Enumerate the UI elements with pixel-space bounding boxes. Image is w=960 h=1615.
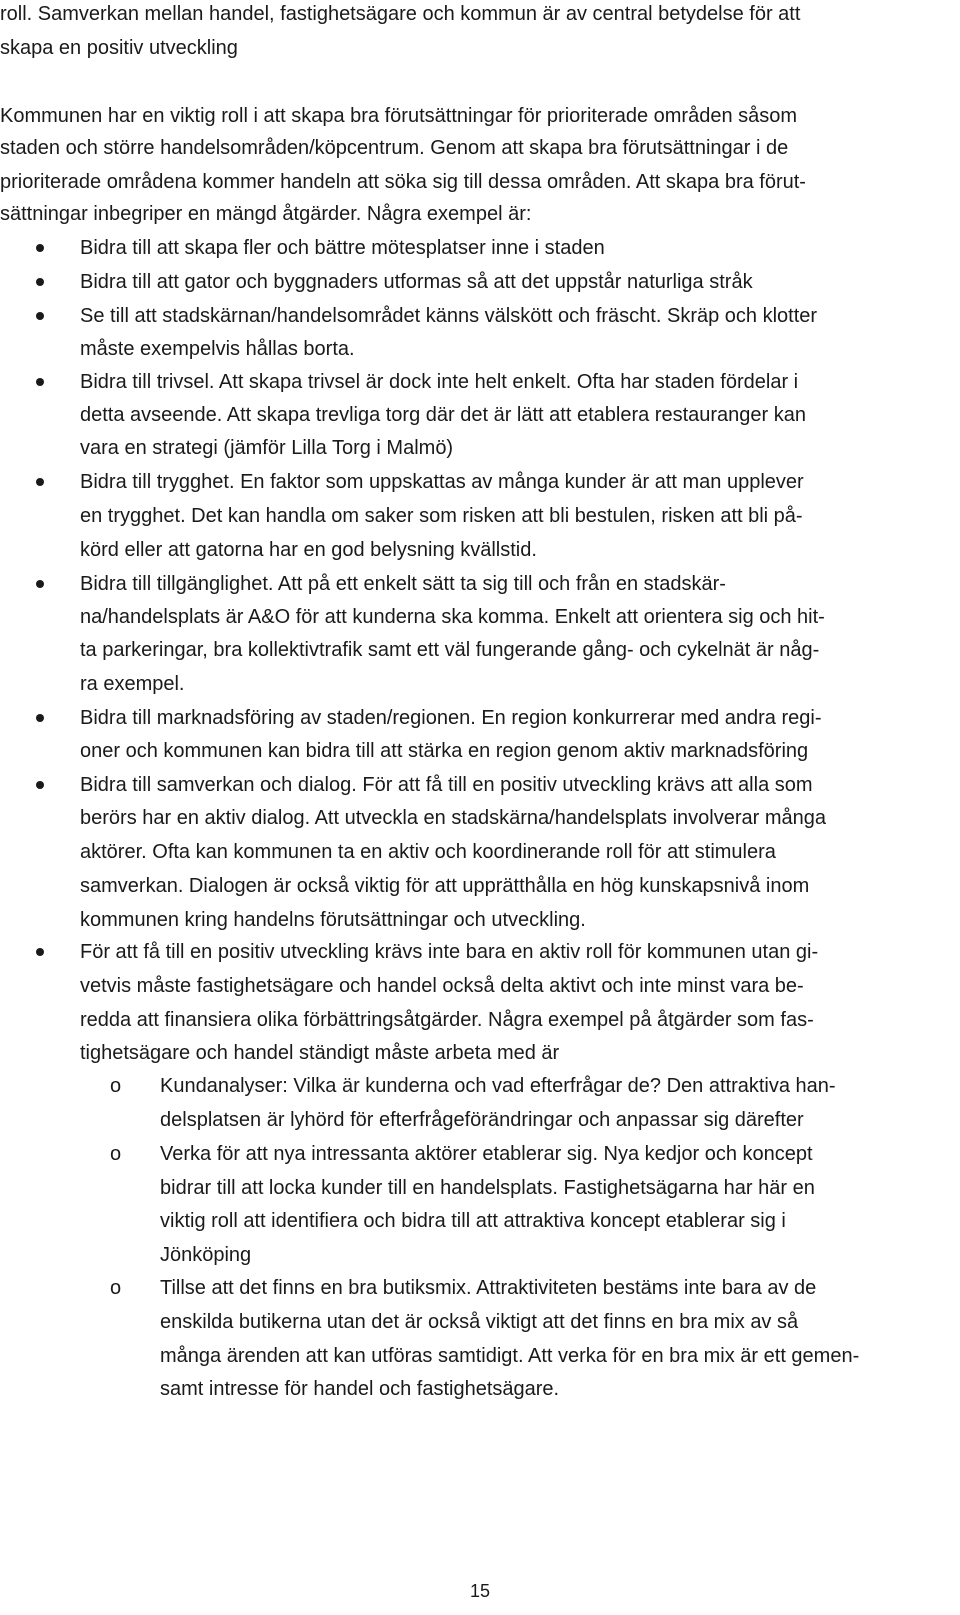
list-item-text: vara en strategi (jämför Lilla Torg i Malmö) bbox=[80, 437, 454, 459]
sub-bullet-marker: o bbox=[110, 1075, 122, 1097]
list-item-text: berörs har en aktiv dialog. Att utveckla en stadskärna/handelsplats involverar många bbox=[80, 807, 826, 829]
list-item-text: tighetsägare och handel ständigt måste arbeta med är bbox=[80, 1042, 560, 1064]
sub-bullet-marker: o bbox=[110, 1277, 122, 1299]
sub-list-item-text: viktig roll att identifiera och bidra till att attraktiva koncept etablerar sig i bbox=[160, 1210, 786, 1232]
text-line: prioriterade områdena kommer handeln att söka sig till dessa områden. Att skapa bra förut- bbox=[0, 171, 806, 193]
list-item-text: Bidra till samverkan och dialog. För att få till en positiv utveckling krävs att alla som bbox=[80, 774, 813, 796]
list-item-text: en trygghet. Det kan handla om saker som risken att bli bestulen, risken att bli på- bbox=[80, 505, 803, 527]
sub-list-item-text: enskilda butikerna utan det är också viktigt att det finns en bra mix av så bbox=[160, 1311, 799, 1333]
bullet-icon bbox=[36, 478, 44, 486]
bullet-icon bbox=[36, 378, 44, 386]
sub-bullet-marker: o bbox=[110, 1143, 122, 1165]
list-item-text: redda att finansiera olika förbättringsåtgärder. Några exempel på åtgärder som fas- bbox=[80, 1009, 814, 1031]
list-item-text: oner och kommunen kan bidra till att stärka en region genom aktiv marknadsföring bbox=[80, 740, 809, 762]
text-line: roll. Samverkan mellan handel, fastighetsägare och kommun är av central betydelse för att bbox=[0, 3, 801, 25]
bullet-icon bbox=[36, 948, 44, 956]
text-line: skapa en positiv utveckling bbox=[0, 37, 238, 59]
list-item-text: Bidra till att skapa fler och bättre mötesplatser inne i staden bbox=[80, 237, 605, 259]
sub-list-item-text: Kundanalyser: Vilka är kunderna och vad efterfrågar de? Den attraktiva han- bbox=[160, 1075, 836, 1097]
text-line: Kommunen har en viktig roll i att skapa bra förutsättningar för prioriterade områden såsom bbox=[0, 105, 798, 127]
list-item-text: Se till att stadskärnan/handelsområdet känns välskött och fräscht. Skräp och klotter bbox=[80, 305, 818, 327]
sub-list-item-text: Tillse att det finns en bra butiksmix. Attraktiviteten bestäms inte bara av de bbox=[160, 1277, 817, 1299]
sub-list-item-text: många ärenden att kan utföras samtidigt. Att verka för en bra mix är ett gemen- bbox=[160, 1345, 860, 1367]
list-item-text: na/handelsplats är A&O för att kunderna ska komma. Enkelt att orientera sig och hit- bbox=[80, 606, 825, 628]
list-item-text: För att få till en positiv utveckling krävs inte bara en aktiv roll för kommunen utan gi- bbox=[80, 941, 819, 963]
sub-list-item-text: delsplatsen är lyhörd för efterfrågeförändringar och anpassar sig därefter bbox=[160, 1109, 804, 1131]
list-item-text: Bidra till marknadsföring av staden/regionen. En region konkurrerar med andra regi- bbox=[80, 707, 822, 729]
sub-list-item-text: bidrar till att locka kunder till en handelsplats. Fastighetsägarna har här en bbox=[160, 1177, 815, 1199]
list-item-text: Bidra till trygghet. En faktor som uppskattas av många kunder är att man upplever bbox=[80, 471, 804, 493]
text-line: staden och större handelsområden/köpcentrum. Genom att skapa bra förutsättningar i de bbox=[0, 137, 789, 159]
list-item-text: samverkan. Dialogen är också viktig för att upprätthålla en hög kunskapsnivå inom bbox=[80, 875, 810, 897]
bullet-icon bbox=[36, 714, 44, 722]
list-item-text: kommunen kring handelns förutsättningar och utveckling. bbox=[80, 909, 586, 931]
list-item-text: Bidra till att gator och byggnaders utformas så att det uppstår naturliga stråk bbox=[80, 271, 753, 293]
list-item-text: ra exempel. bbox=[80, 673, 185, 695]
sub-list-item-text: Verka för att nya intressanta aktörer etablerar sig. Nya kedjor och koncept bbox=[160, 1143, 813, 1165]
sub-list-item-text: Jönköping bbox=[160, 1244, 252, 1266]
text-line: sättningar inbegriper en mängd åtgärder. Några exempel är: bbox=[0, 203, 532, 225]
list-item-text: körd eller att gatorna har en god belysning kvällstid. bbox=[80, 539, 537, 561]
list-item-text: aktörer. Ofta kan kommunen ta en aktiv och koordinerande roll för att stimulera bbox=[80, 841, 776, 863]
bullet-icon bbox=[36, 244, 44, 252]
bullet-icon bbox=[36, 312, 44, 320]
list-item-text: detta avseende. Att skapa trevliga torg där det är lätt att etablera restauranger kan bbox=[80, 404, 806, 426]
list-item-text: ta parkeringar, bra kollektivtrafik samt ett väl fungerande gång- och cykelnät är någ- bbox=[80, 639, 820, 661]
list-item-text: Bidra till tillgänglighet. Att på ett enkelt sätt ta sig till och från en stadskär- bbox=[80, 573, 726, 595]
bullet-icon bbox=[36, 580, 44, 588]
page-number: 15 bbox=[469, 1581, 491, 1601]
list-item-text: vetvis måste fastighetsägare och handel också delta aktivt och inte minst vara be- bbox=[80, 975, 804, 997]
list-item-text: Bidra till trivsel. Att skapa trivsel är dock inte helt enkelt. Ofta har staden fördelar i bbox=[80, 371, 799, 393]
list-item-text: måste exempelvis hållas borta. bbox=[80, 338, 355, 360]
sub-list-item-text: samt intresse för handel och fastighetsägare. bbox=[160, 1378, 560, 1400]
bullet-icon bbox=[36, 278, 44, 286]
bullet-icon bbox=[36, 781, 44, 789]
